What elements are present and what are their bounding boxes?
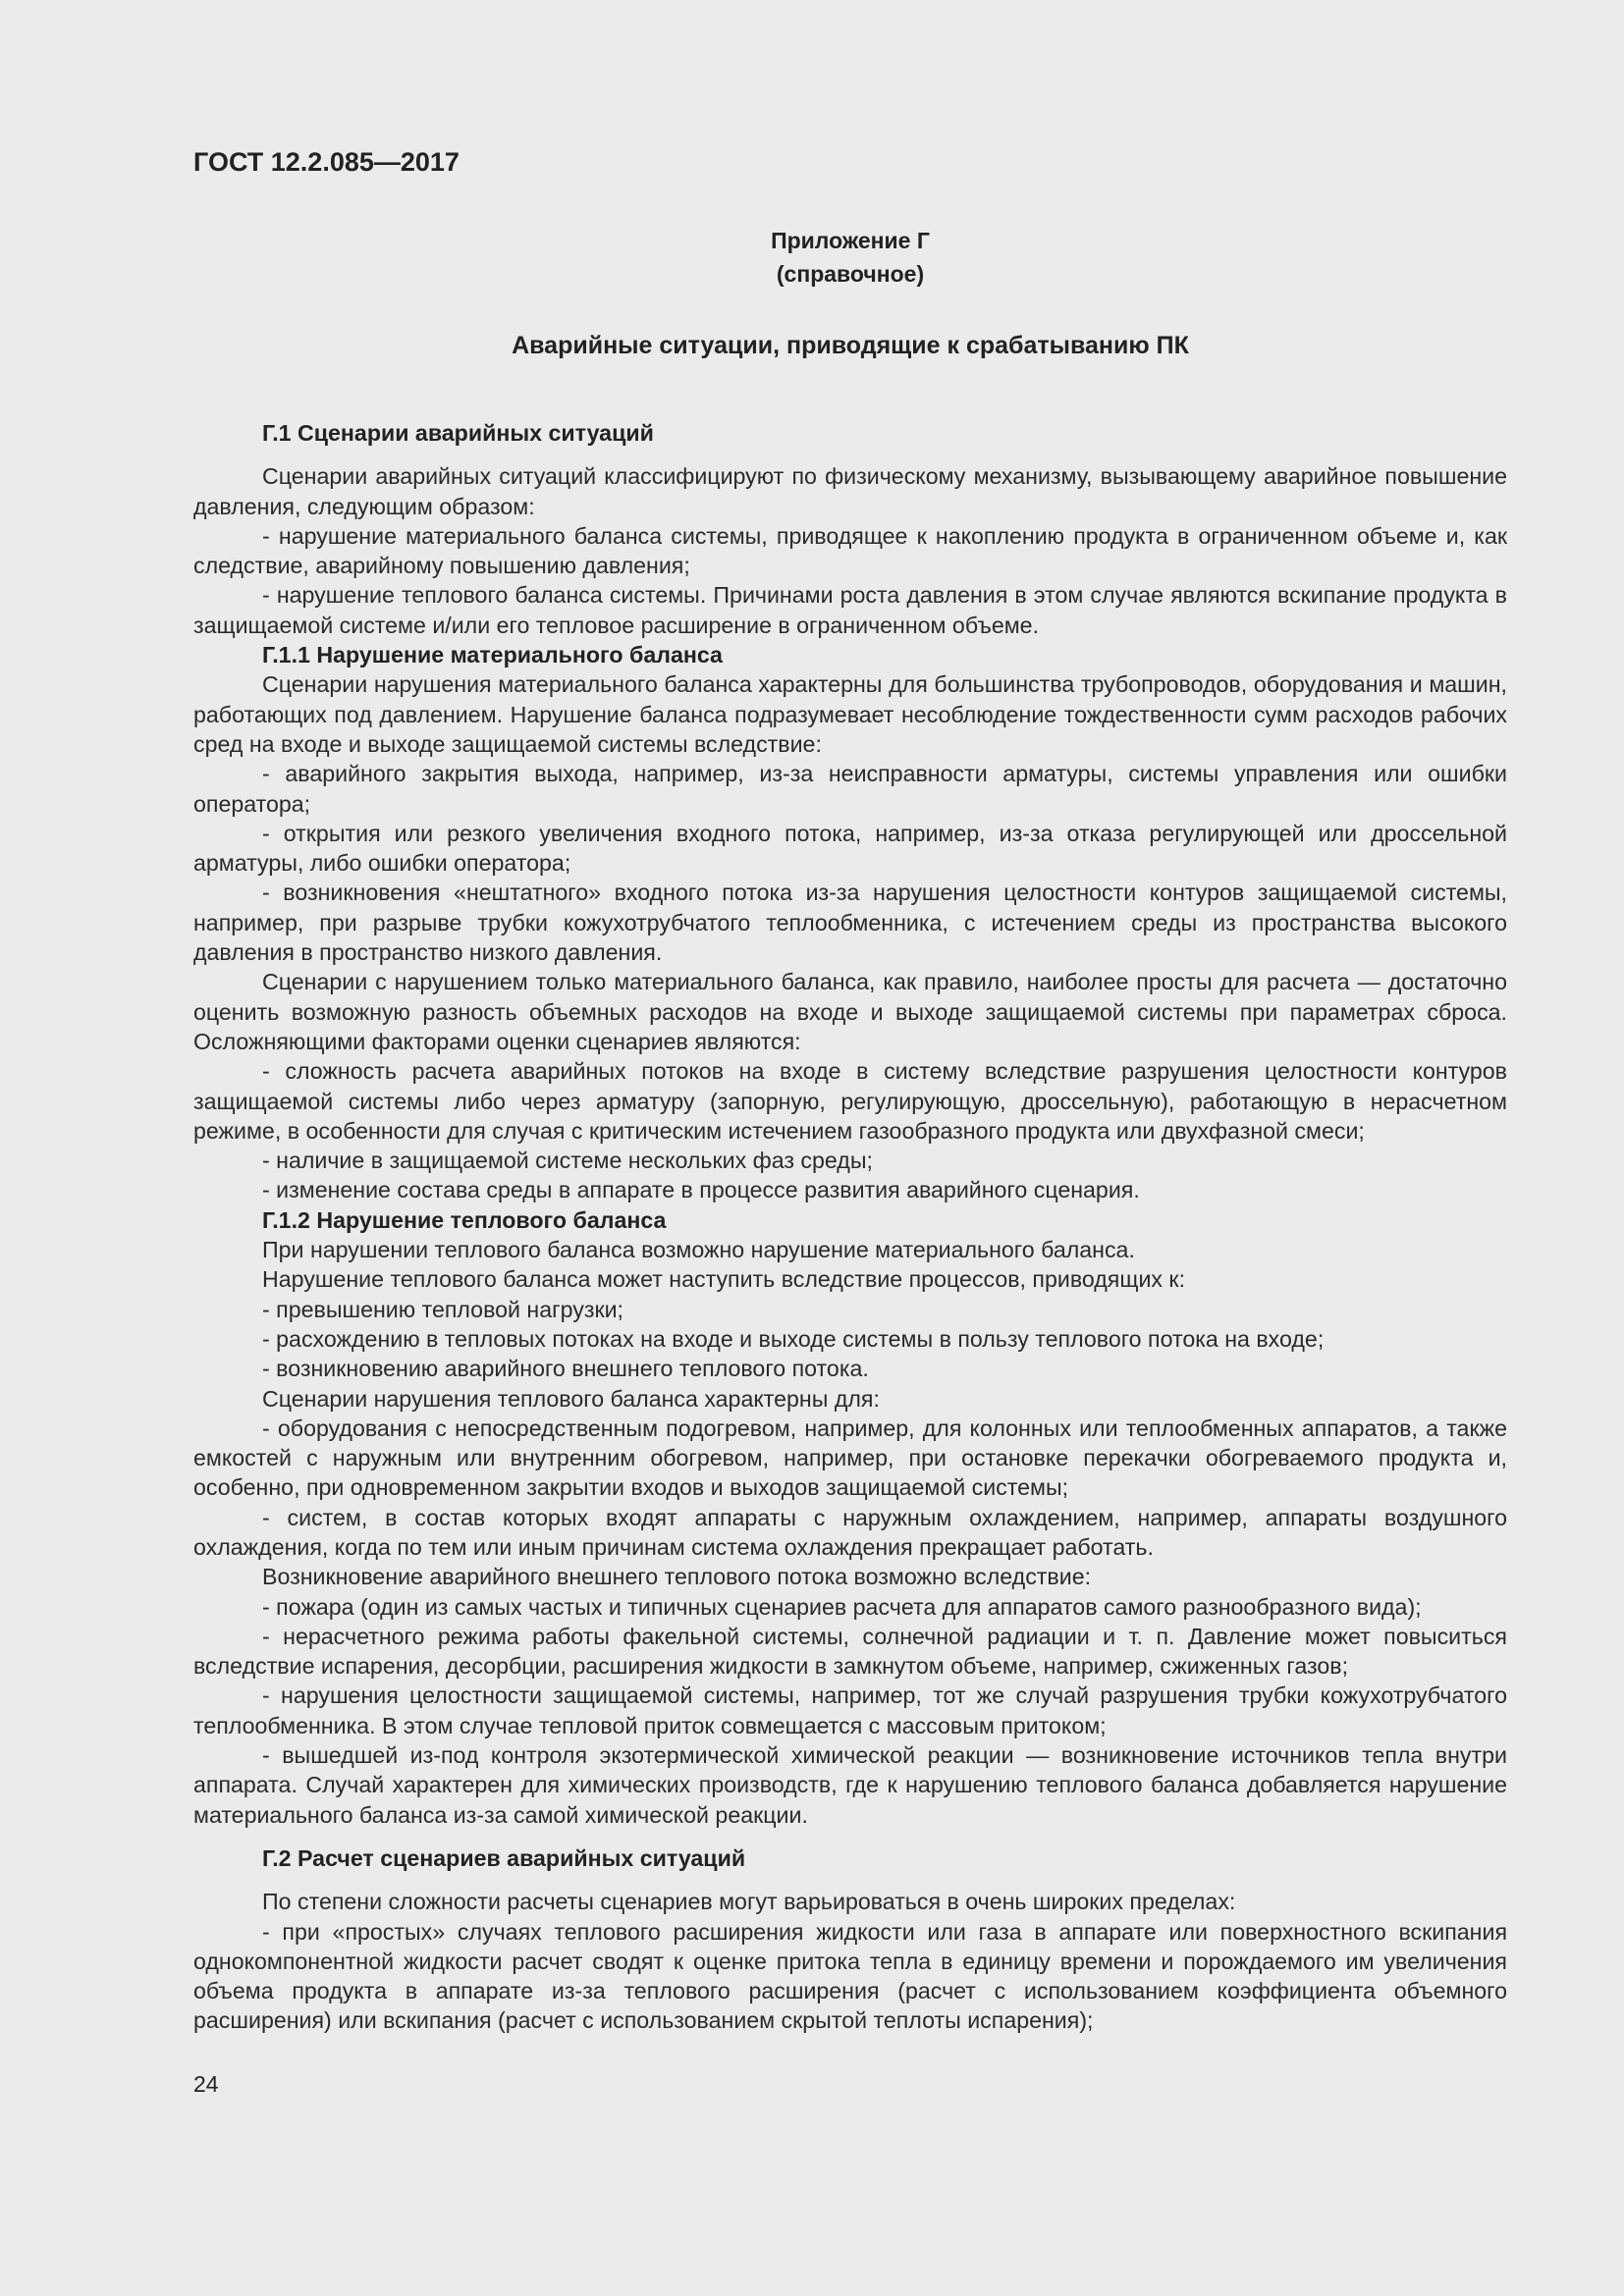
list-item: - нарушения целостности защищаемой системы, например, тот же случай разрушения трубки кожухотрубчатого теплообменника. В этом случае тепловой приток совмещается с массовым притоком; bbox=[193, 1682, 1507, 1738]
paragraph: Сценарии аварийных ситуаций классифицируют по физическому механизму, вызывающему аварийное повышение давления, следующим образом: bbox=[193, 463, 1507, 519]
list-item: - изменение состава среды в аппарате в процессе развития аварийного сценария. bbox=[262, 1177, 1140, 1203]
list-item: - открытия или резкого увеличения входного потока, например, из-за отказа регулирующей или дроссельной арматуры, либо ошибки оператора; bbox=[193, 820, 1507, 877]
paragraph: Нарушение теплового баланса может наступить вследствие процессов, приводящих к: bbox=[262, 1266, 1186, 1293]
paragraph: По степени сложности расчеты сценариев могут варьироваться в очень широких пределах: bbox=[262, 1889, 1236, 1915]
list-item: - сложность расчета аварийных потоков на входе в систему вследствие разрушения целостности контуров защищаемой системы либо через арматуру (запорную, регулирующую, дроссельную), работающую в нерасчетном режиме, в особенности для случая с критическим истечением газообразного продукта или двухфазной смеси; bbox=[193, 1058, 1507, 1144]
list-item: - нарушение теплового баланса системы. Причинами роста давления в этом случае являются вскипание продукта в защищаемой системе и/или его тепловое расширение в ограниченном объеме. bbox=[193, 582, 1507, 638]
list-item: - превышению тепловой нагрузки; bbox=[262, 1296, 623, 1322]
appendix-title: Аварийные ситуации, приводящие к срабатыванию ПК bbox=[512, 332, 1189, 359]
list-item: - наличие в защищаемой системе нескольких фаз среды; bbox=[262, 1148, 873, 1174]
list-item: - возникновению аварийного внешнего теплового потока. bbox=[262, 1356, 869, 1382]
list-item: - оборудования с непосредственным подогревом, например, для колонных или теплообменных аппаратов, а также емкостей с наружным или внутренним обогревом, например, при остановке перекачки обогреваемого продукта и, особенно, при одновременном закрытии входов и выходов защищаемой системы; bbox=[193, 1415, 1507, 1501]
list-item: - при «простых» случаях теплового расширения жидкости или газа в аппарате или поверхностного вскипания однокомпонентной жидкости расчет сводят к оценке притока тепла в единицу времени и порождаемого им увеличения объема продукта в аппарате из-за теплового расширения (расчет с использованием коэффициента объемного расширения) или вскипания (расчет с использованием скрытой теплоты испарения); bbox=[193, 1918, 1507, 2034]
list-item: - расхождению в тепловых потоках на входе и выходе системы в пользу теплового потока на входе; bbox=[262, 1325, 1325, 1352]
body-text bbox=[193, 418, 1507, 2036]
section-heading-g2: Г.2 Расчет сценариев аварийных ситуаций bbox=[262, 1844, 746, 1871]
list-item: - аварийного закрытия выхода, например, из-за неисправности арматуры, системы управления или ошибки оператора; bbox=[193, 761, 1507, 817]
paragraph: Сценарии нарушения теплового баланса характерны для: bbox=[262, 1385, 880, 1412]
list-item: - нерасчетного режима работы факельной системы, солнечной радиации и т. п. Давление может повыситься вследствие испарения, десорбции, расширения жидкости в замкнутом объеме, например, сжиженных газов; bbox=[193, 1623, 1507, 1680]
list-item: - возникновения «нештатного» входного потока из-за нарушения целостности контуров защищаемой системы, например, при разрыве трубки кожухотрубчатого теплообменника, с истечением среды из пространства высокого давления в пространство низкого давления. bbox=[193, 880, 1507, 966]
list-item: - систем, в состав которых входят аппараты с наружным охлаждением, например, аппараты воздушного охлаждения, когда по тем или иным причинам система охлаждения прекращает работать. bbox=[193, 1504, 1507, 1560]
list-item: - пожара (один из самых частых и типичных сценариев расчета для аппаратов самого разнообразного вида); bbox=[262, 1593, 1422, 1620]
list-item: - нарушение материального баланса системы, приводящее к накоплению продукта в ограниченном объеме и, как следствие, аварийному повышению давления; bbox=[193, 522, 1507, 579]
appendix-heading bbox=[193, 224, 1507, 291]
page-number: 24 bbox=[193, 2071, 219, 2097]
subsection-heading-g12: Г.1.2 Нарушение теплового баланса bbox=[262, 1206, 667, 1233]
paragraph: Сценарии с нарушением только материального баланса, как правило, наиболее просты для расчета — достаточно оценить возможную разность объемных расходов на входе и выходе защищаемой системы при параметрах сброса. Осложняющими факторами оценки сценариев являются: bbox=[193, 969, 1507, 1054]
paragraph: При нарушении теплового баланса возможно нарушение материального баланса. bbox=[262, 1237, 1135, 1263]
paragraph: Сценарии нарушения материального баланса характерны для большинства трубопроводов, оборудования и машин, работающих под давлением. Нарушение баланса подразумевает несоблюдение тождественности сумм расходов рабочих сред на входе и выходе защищаемой системы вследствие: bbox=[193, 671, 1507, 757]
document-code-header: ГОСТ 12.2.085—2017 bbox=[193, 147, 460, 177]
appendix-label: Приложение Г bbox=[771, 228, 930, 253]
subsection-heading-g11: Г.1.1 Нарушение материального баланса bbox=[262, 642, 723, 668]
list-item: - вышедшей из-под контроля экзотермической химической реакции — возникновение источников тепла внутри аппарата. Случай характерен для химических производств, где к нарушению теплового баланса добавляется нарушение материального баланса из-за самой химической реакции. bbox=[193, 1742, 1507, 1828]
section-heading-g1: Г.1 Сценарии аварийных ситуаций bbox=[262, 420, 654, 446]
appendix-type: (справочное) bbox=[776, 261, 925, 287]
paragraph: Возникновение аварийного внешнего теплового потока возможно вследствие: bbox=[262, 1564, 1092, 1590]
